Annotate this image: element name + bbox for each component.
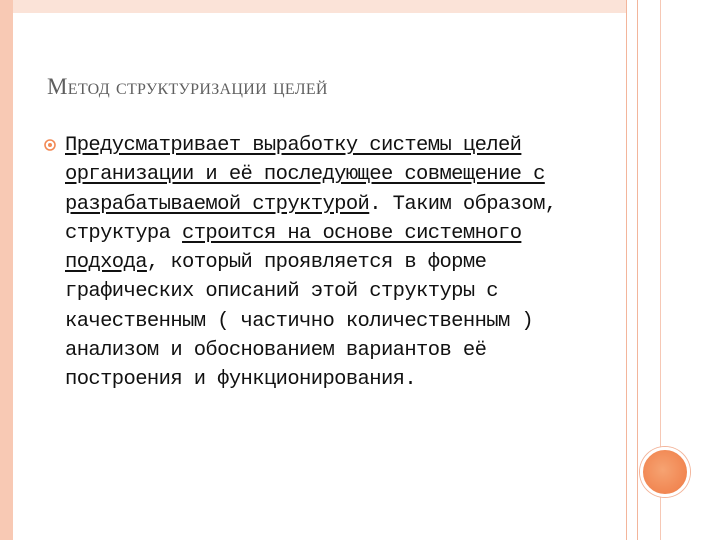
top-frame-bar [13, 0, 720, 13]
bullet-item [44, 131, 604, 395]
bullet-icon [44, 139, 56, 151]
right-frame-line [637, 0, 638, 540]
bullet-text-underlined-1: Предусматривает выработку системы целей организации и её последующее совмещение с разрабатываемой структурой [65, 134, 545, 216]
slide-content [44, 131, 604, 395]
left-frame-bar [0, 0, 13, 540]
bullet-text-plain-2: , который проявляется в форме графических описаний этой структуры с качественным ( частично количественным ) анализом и обоснованием вариантов её построения и функционирования. [65, 251, 534, 392]
slide-title: Метод структуризации целей [47, 74, 328, 99]
bullet-text-underlined-2: строится на основе системного подхода [65, 221, 522, 275]
decorative-circle [640, 447, 690, 497]
bullet-text-plain-1: . Таким образом, структура [65, 192, 557, 245]
bullet-text [65, 131, 605, 395]
